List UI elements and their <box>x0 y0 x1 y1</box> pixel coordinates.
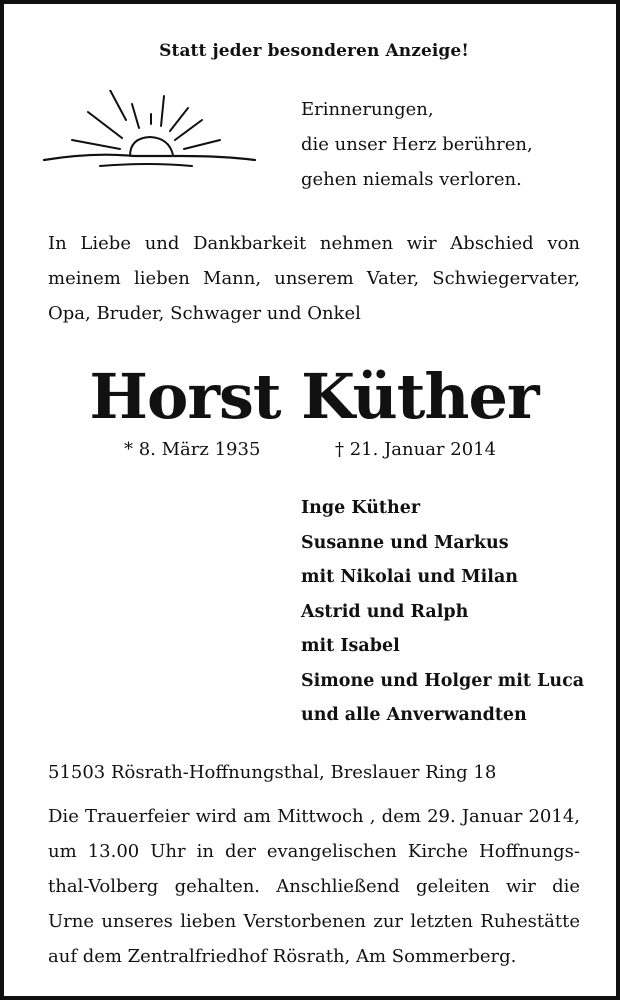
death-date: † 21. Januar 2014 <box>335 439 497 460</box>
family-member: Simone und Holger mit Luca <box>301 670 585 691</box>
verse-line: gehen niemals verloren. <box>301 169 522 190</box>
intro-line: In Liebe und Dankbarkeit nehmen wir Abschied von <box>48 233 580 254</box>
intro-paragraph <box>48 226 580 331</box>
headline: Statt jeder besonderen Anzeige! <box>159 41 469 61</box>
family-member: Astrid und Ralph <box>301 601 469 622</box>
verse-line: Erinnerungen, <box>301 99 434 120</box>
verse-line: die unser Herz berühren, <box>301 134 533 155</box>
ceremony-line: auf dem Zentralfriedhof Rösrath, Am Sommerberg. <box>48 946 517 967</box>
family-member: Inge Küther <box>301 498 421 518</box>
intro-line: meinem lieben Mann, unserem Vater, Schwiegervater, <box>48 268 580 289</box>
deceased-name: Horst Küther <box>89 360 539 433</box>
address: 51503 Rösrath-Hoffnungsthal, Breslauer Ring 18 <box>48 762 497 783</box>
memorial-verse <box>301 92 533 197</box>
sunset-icon <box>42 90 257 180</box>
family-member: Susanne und Markus <box>301 532 509 553</box>
ceremony-line: thal-Volberg gehalten. Anschließend geleiten wir die <box>48 876 580 897</box>
ceremony-line: Urne unseres lieben Verstorbenen zur letzten Ruhestätte <box>48 911 580 932</box>
family-member: und alle Anverwandten <box>301 705 527 725</box>
family-list <box>301 491 584 733</box>
family-member: mit Nikolai und Milan <box>301 567 519 587</box>
family-member: mit Isabel <box>301 636 400 656</box>
birth-date: * 8. März 1935 <box>124 439 261 460</box>
intro-line: Opa, Bruder, Schwager und Onkel <box>48 303 361 324</box>
ceremony-line: um 13.00 Uhr in der evangelischen Kirche Hoffnungs- <box>48 841 580 862</box>
ceremony-line: Die Trauerfeier wird am Mittwoch , dem 29. Januar 2014, <box>48 806 580 827</box>
ceremony-paragraph <box>48 799 580 974</box>
